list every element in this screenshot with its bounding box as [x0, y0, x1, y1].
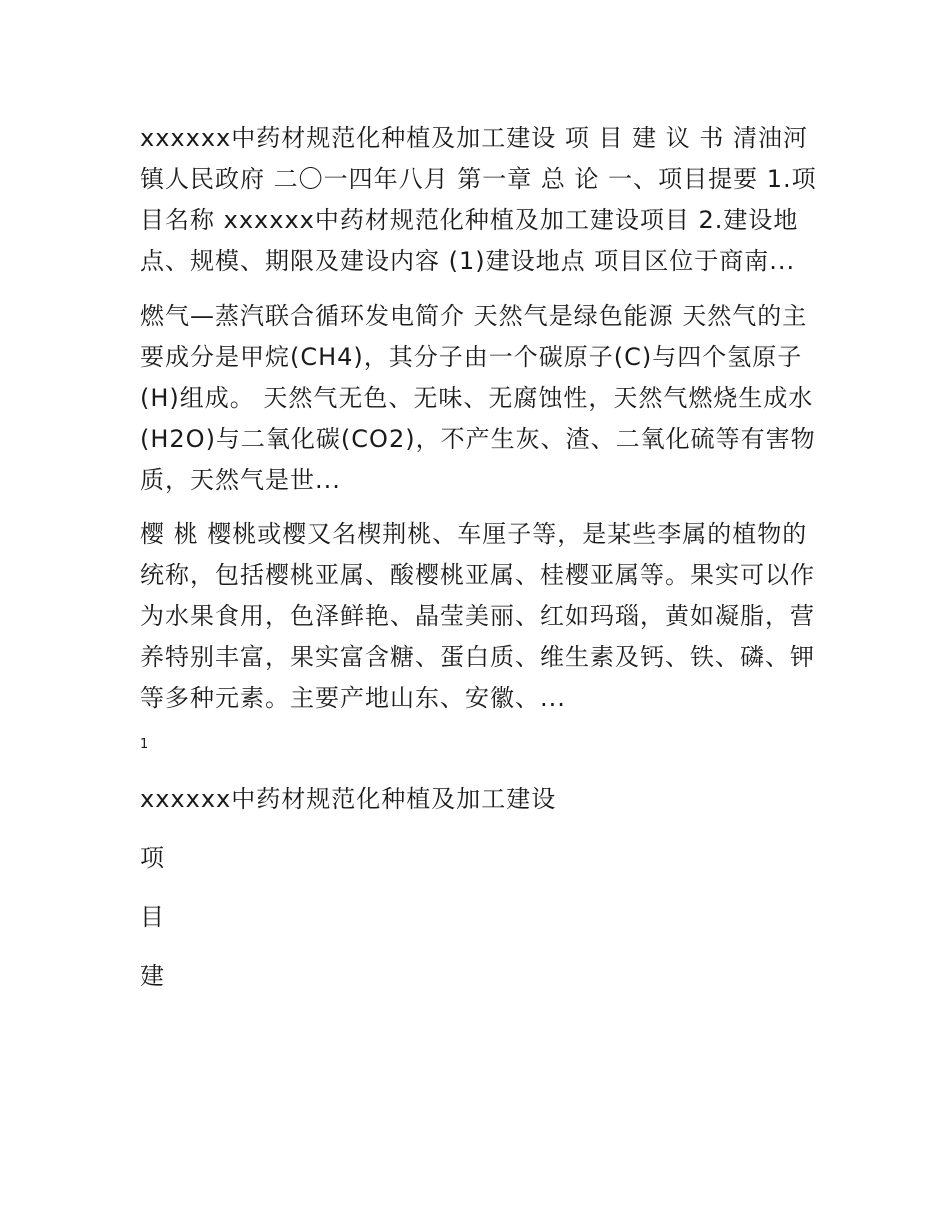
document-page: [140, 118, 820, 1019]
title-vertical-char-1: 项: [140, 844, 164, 872]
summary-paragraph-gas-steam-power: 燃气—蒸汽联合循环发电简介 天然气是绿色能源 天然气的主要成分是甲烷(CH4)，其分子由一个碳原子(C)与四个氢原子(H)组成。 天然气无色、无味、无腐蚀性，天然气燃烧生成水(H2O)与二氧化碳(CO2)，不产生灰、渣、二氧化硫等有害物质，天然气是世...: [140, 302, 816, 494]
title-vertical-char-2: 目: [140, 903, 164, 931]
page-number: 1: [140, 737, 149, 752]
title-vertical-char-3: 建: [140, 962, 164, 990]
summary-paragraph-cherry: 樱 桃 樱桃或樱又名楔荆桃、车厘子等，是某些李属的植物的统称，包括樱桃亚属、酸樱桃亚属、桂樱亚属等。果实可以作为水果食用，色泽鲜艳、晶莹美丽、红如玛瑙，黄如凝脂，营养特别丰富，果实富含糖、蛋白质、维生素及钙、铁、磷、钾等多种元素。主要产地山东、安徽、...: [140, 520, 815, 712]
document-title: xxxxxx中药材规范化种植及加工建设: [140, 785, 557, 813]
summary-paragraph-project-proposal: xxxxxx中药材规范化种植及加工建设 项 目 建 议 书 清油河镇人民政府 二〇一四年八月 第一章 总 论 一、项目提要 1.项目名称 xxxxxx中药材规范化种植及加工建设项目 2.建设地点、规模、期限及建设内容 (1)建设地点 项目区位于商南...: [140, 124, 817, 275]
